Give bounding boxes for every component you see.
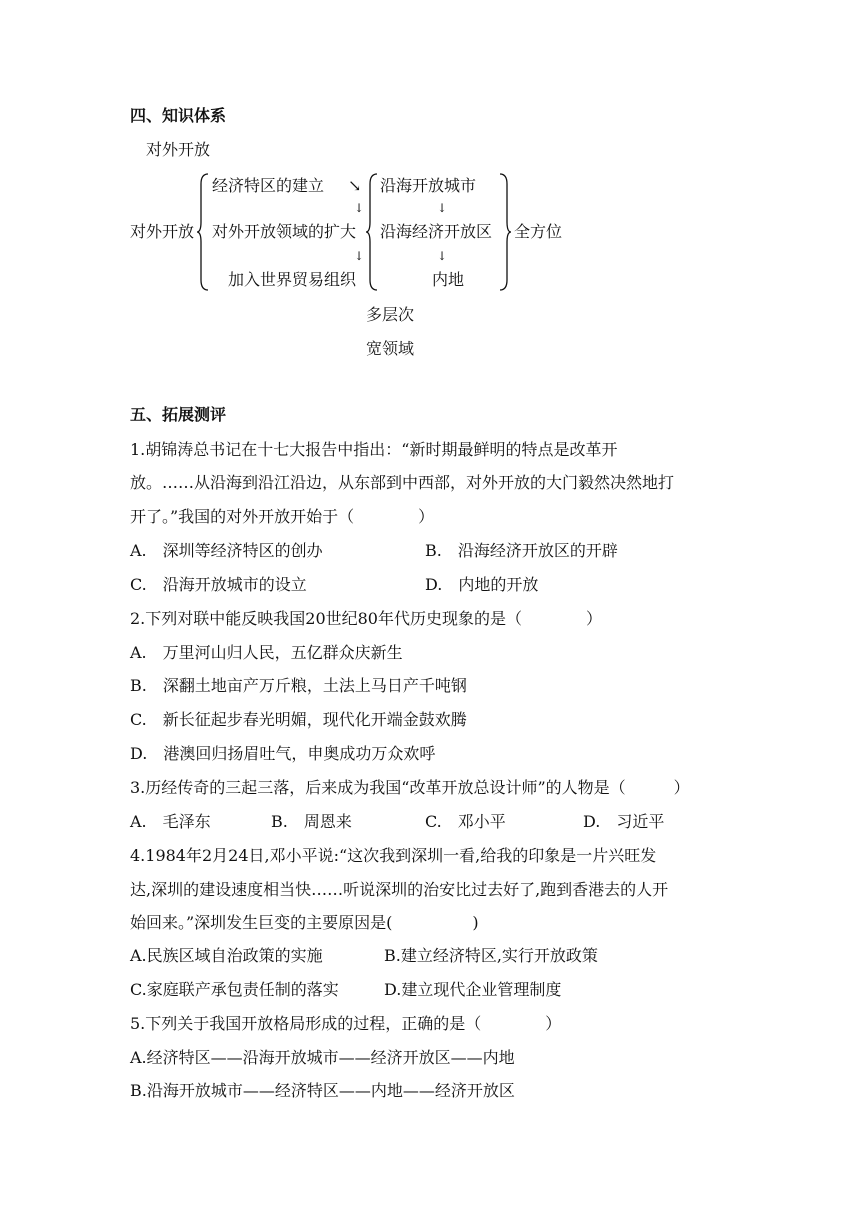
q1-option-d: D. 内地的开放 — [425, 575, 539, 594]
col1-item-1: 经济特区的建立 — [212, 176, 325, 195]
diagram-root: 对外开放 — [130, 222, 195, 241]
q4-option-b: B.建立经济特区,实行开放政策 — [384, 946, 598, 965]
result-all-round: 全方位 — [514, 222, 563, 241]
q3-option-a: A. 毛泽东 — [130, 812, 211, 831]
q2-option-c: C. 新长征起步春光明媚，现代化开端金鼓欢腾 — [130, 710, 467, 729]
section4-subtitle: 对外开放 — [146, 140, 211, 159]
q4-line-2: 达,深圳的建设速度相当快……听说深圳的治安比过去好了,跑到香港去的人开 — [130, 880, 669, 899]
q1-line-3: 开了。”我国的对外开放开始于（ ） — [130, 507, 435, 526]
middle-brace — [365, 172, 379, 292]
q2-option-d: D. 港澳回归扬眉吐气，申奥成功万众欢呼 — [130, 744, 436, 763]
down-arrow-1: ↓ — [354, 201, 365, 215]
q1-line-2: 放。……从沿海到沿江沿边，从东部到中西部，对外开放的大门毅然决然地打 — [130, 473, 675, 492]
col2-item-3: 内地 — [432, 270, 465, 289]
q1-line-1: 1.胡锦涛总书记在十七大报告中指出：“新时期最鲜明的特点是改革开 — [130, 440, 618, 459]
q1-option-c: C. 沿海开放城市的设立 — [130, 575, 307, 594]
q1-option-b: B. 沿海经济开放区的开辟 — [425, 541, 618, 560]
col1-item-3: 加入世界贸易组织 — [228, 270, 357, 289]
q4-option-d: D.建立现代企业管理制度 — [384, 980, 562, 999]
q2-line: 2.下列对联中能反映我国20世纪80年代历史现象的是（ ） — [130, 609, 602, 628]
col2-item-2: 沿海经济开放区 — [380, 222, 493, 241]
q3-option-c: C. 邓小平 — [425, 812, 506, 831]
section4-heading: 四、知识体系 — [130, 106, 227, 125]
q4-line-1: 4.1984年2月24日,邓小平说:“这次我到深圳一看,给我的印象是一片兴旺发 — [130, 846, 657, 865]
q1-option-a: A. 深圳等经济特区的创办 — [130, 541, 323, 560]
q2-option-b: B. 深翻土地亩产万斤粮，土法上马日产千吨钢 — [130, 676, 467, 695]
section5-heading: 五、拓展测评 — [130, 405, 227, 424]
q5-option-b: B.沿海开放城市——经济特区——内地——经济开放区 — [130, 1081, 515, 1100]
q4-line-3: 始回来。”深圳发生巨变的主要原因是( ) — [130, 913, 479, 932]
right-brace — [498, 172, 512, 292]
down-arrow-3: ↓ — [437, 201, 448, 215]
result-multi-level: 多层次 — [366, 305, 415, 324]
left-brace-1 — [196, 172, 210, 292]
down-arrow-2: ↓ — [354, 249, 365, 263]
q4-option-a: A.民族区域自治政策的实施 — [130, 946, 323, 965]
result-wide-field: 宽领域 — [366, 339, 415, 358]
q4-option-c: C.家庭联产承包责任制的落实 — [130, 980, 339, 999]
q3-line: 3.历经传奇的三起三落，后来成为我国“改革开放总设计师”的人物是（ ） — [130, 778, 690, 797]
col2-item-1: 沿海开放城市 — [380, 176, 477, 195]
q3-option-b: B. 周恩来 — [271, 812, 352, 831]
col1-item-2: 对外开放领域的扩大 — [212, 222, 357, 241]
diag-arrow: ↘ — [348, 176, 362, 195]
q5-line: 5.下列关于我国开放格局形成的过程，正确的是（ ） — [130, 1014, 562, 1033]
q3-option-d: D. 习近平 — [583, 812, 665, 831]
down-arrow-4: ↓ — [437, 249, 448, 263]
q5-option-a: A.经济特区——沿海开放城市——经济开放区——内地 — [130, 1048, 515, 1067]
q2-option-a: A. 万里河山归人民，五亿群众庆新生 — [130, 643, 403, 662]
